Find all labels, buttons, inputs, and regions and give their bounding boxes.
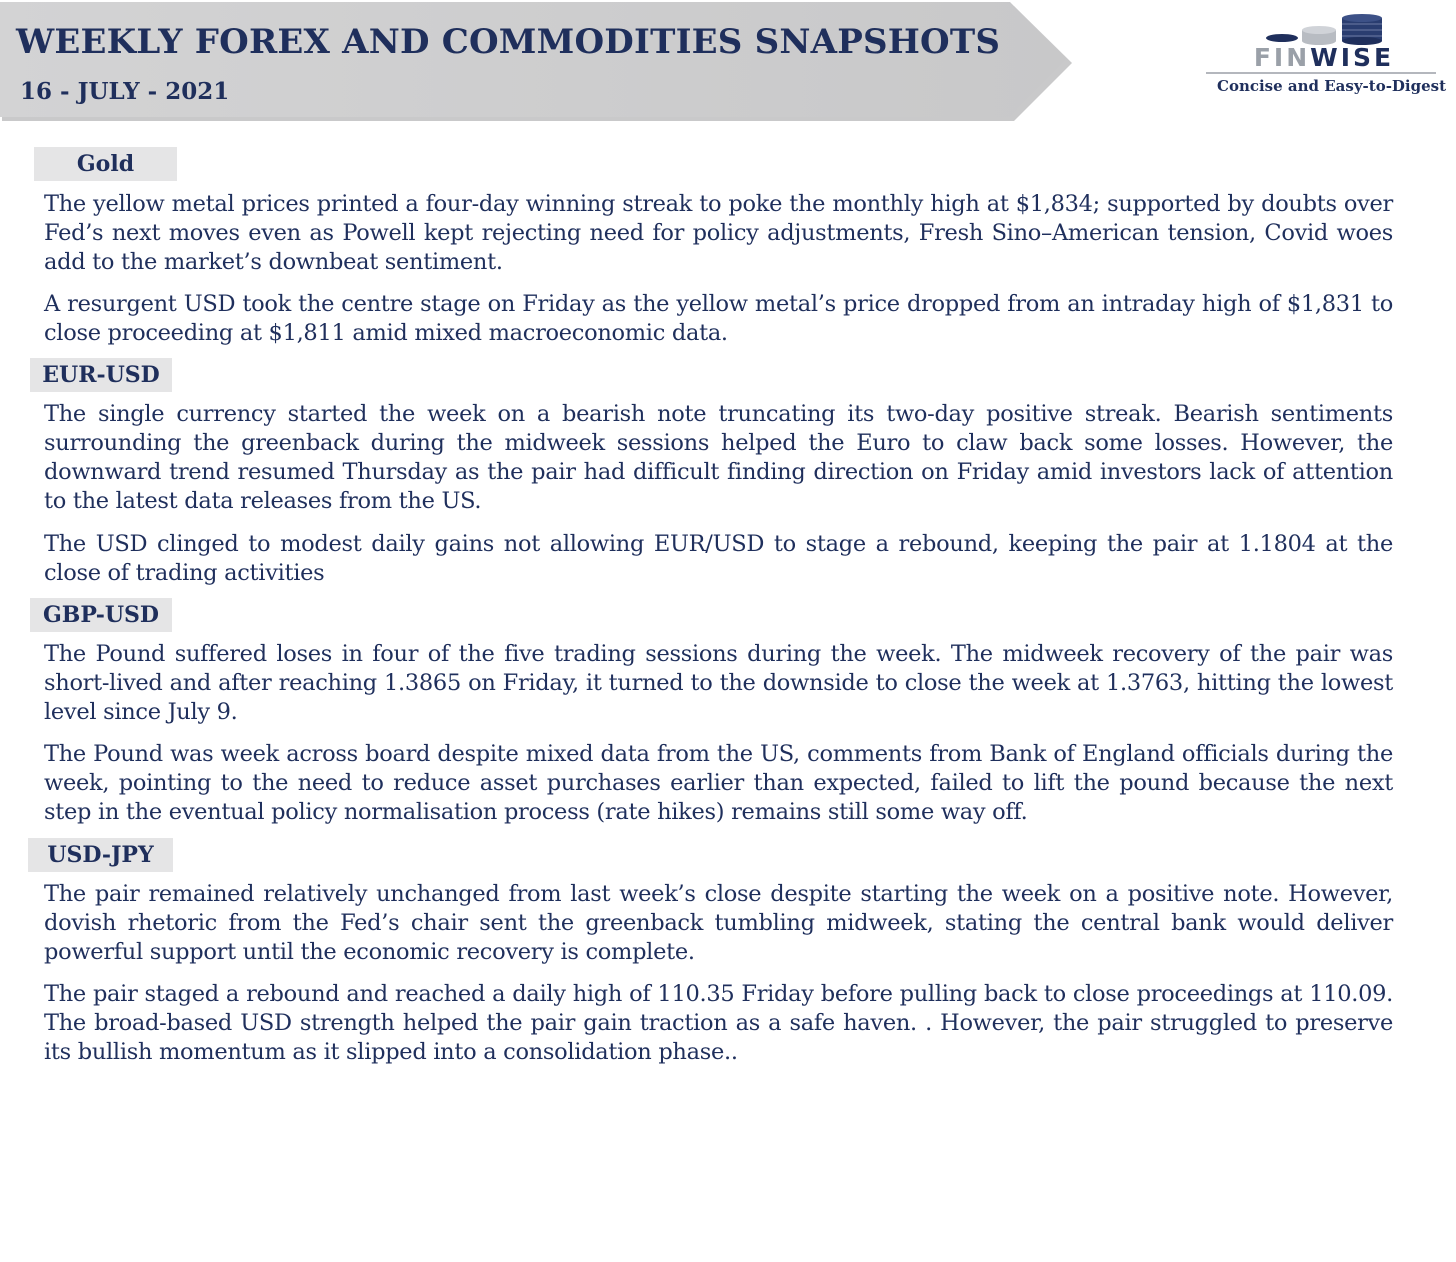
logo-wordmark-fin: FIN (1253, 43, 1311, 72)
logo-wordmark (1224, 44, 1424, 72)
gold-paragraph-2: A resurgent USD took the centre stage on Friday as the yellow metal’s price dropped from an intraday high of $1,831 to close proceeding at $1,811 amid mixed macroeconomic data. (44, 291, 1393, 346)
usd-jpy-paragraph-2: The pair staged a rebound and reached a daily high of 110.35 Friday before pulling back to close proceedings at 110.09. The broad-based USD strength helped the pair gain traction as a safe haven. . However, the pair struggled to preserve its bullish momentum as it slipped into a consolidation phase.. (44, 981, 1393, 1065)
logo-divider (1206, 72, 1436, 74)
report-date: 16 - JULY - 2021 (20, 78, 230, 105)
eur-usd-paragraph-1: The single currency started the week on a bearish note truncating its two-day positive streak. Bearish sentiments surrounding the greenback during the midweek sessions helped the Euro to claw back some losses. However, the downward trend resumed Thursday as the pair had difficult finding direction on Friday amid investors lack of attention to the latest data releases from the US. (44, 401, 1393, 514)
section-label-eur-usd: EUR-USD (30, 358, 172, 392)
gbp-usd-paragraph-2: The Pound was week across board despite mixed data from the US, comments from Bank of England officials during the week, pointing to the need to reduce asset purchases earlier than expected, failed to lift the pound because the next step in the eventual policy normalisation process (rate hikes) remains still some way off. (44, 741, 1393, 825)
gold-paragraph-1: The yellow metal prices printed a four-day winning streak to poke the monthly high at $1,834; supported by doubts over Fed’s next moves even as Powell kept rejecting need for policy adjustments, Fresh Sino–American tension, Covid woes add to the market’s downbeat sentiment. (44, 191, 1393, 275)
page-title: WEEKLY FOREX AND COMMODITIES SNAPSHOTS (16, 22, 1001, 62)
eur-usd-paragraph-2: The USD clinged to modest daily gains not allowing EUR/USD to stage a rebound, keeping the pair at 1.1804 at the close of trading activities (44, 531, 1393, 586)
section-label-gbp-usd: GBP-USD (30, 598, 172, 632)
section-label-usd-jpy: USD-JPY (28, 838, 173, 872)
header-banner (0, 0, 1100, 130)
gbp-usd-paragraph-1: The Pound suffered loses in four of the five trading sessions during the week. The midweek recovery of the pair was short-lived and after reaching 1.3865 on Friday, it turned to the downside to close the week at 1.3763, hitting the lowest level since July 9. (44, 641, 1393, 725)
logo-wordmark-wise: WISE (1310, 43, 1395, 72)
coin-stacks-icon (1200, 14, 1444, 46)
logo-tagline: Concise and Easy-to-Digest (1217, 77, 1447, 95)
section-label-gold: Gold (34, 147, 177, 181)
finwise-logo (1200, 14, 1447, 100)
usd-jpy-paragraph-1: The pair remained relatively unchanged from last week’s close despite starting the week on a positive note. However, dovish rhetoric from the Fed’s chair sent the greenback tumbling midweek, stating the central bank would deliver powerful support until the economic recovery is complete. (44, 881, 1393, 965)
